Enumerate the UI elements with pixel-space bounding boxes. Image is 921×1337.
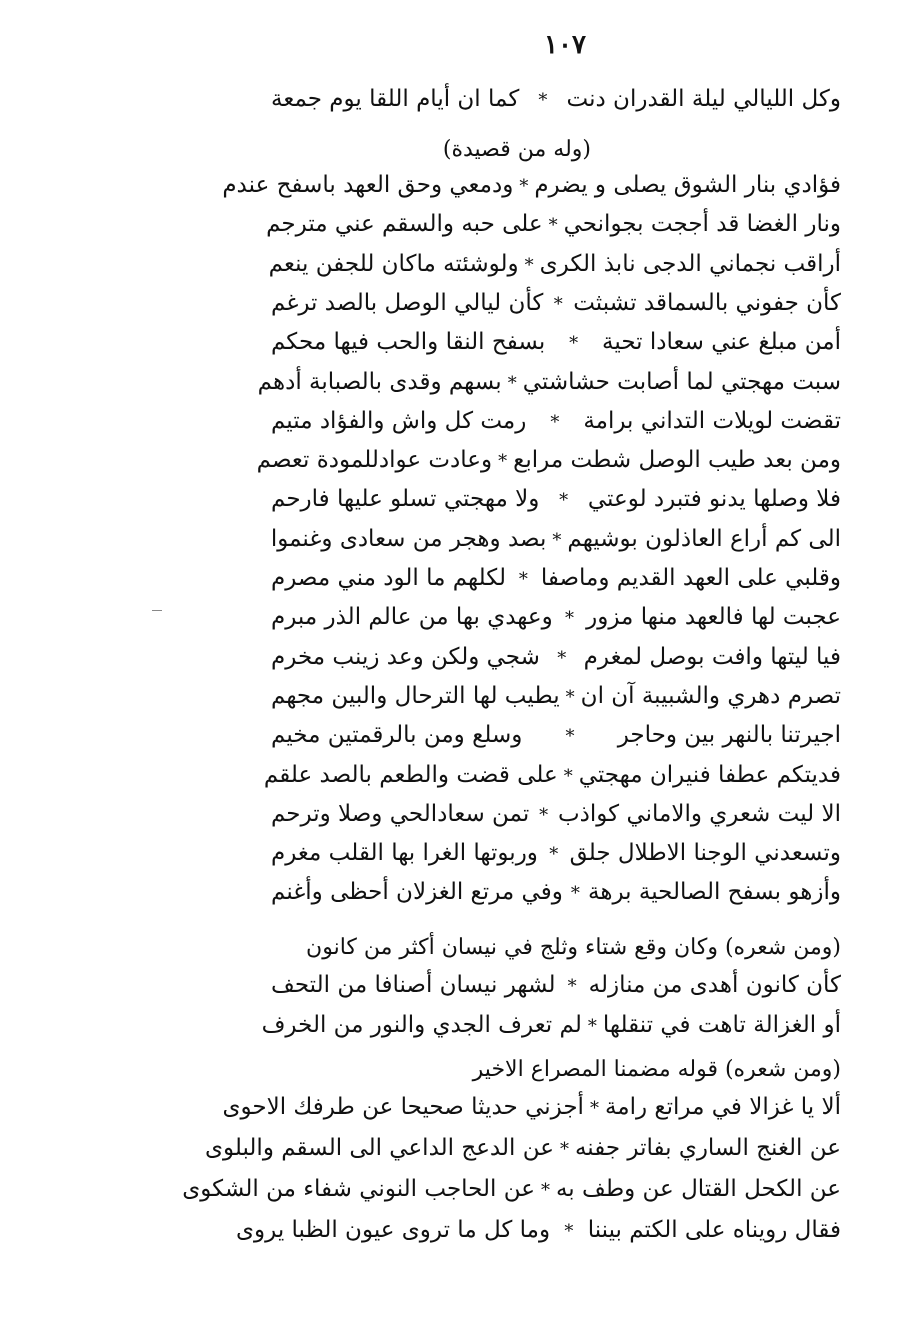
second-hemistich: شجي ولكن وعد زينب مخرم <box>271 643 540 670</box>
verse-line <box>271 482 841 518</box>
verse-separator: * <box>549 844 559 866</box>
first-hemistich: فلا وصلها يدنو فتبرد لوعتي <box>587 486 841 513</box>
first-hemistich: وكل الليالي ليلة القدران دنت <box>566 86 841 112</box>
first-hemistich: كأن جفوني بالسماقد تشبثت <box>573 289 841 316</box>
verse-line <box>268 247 841 283</box>
verse-separator: * <box>559 1139 569 1160</box>
verse-line <box>266 207 841 243</box>
first-hemistich: تقضت لويلات التداني برامة <box>583 407 841 434</box>
verse-line <box>271 522 841 558</box>
second-hemistich: لكلهم ما الود مني مصرم <box>271 565 506 591</box>
second-hemistich: على قضت والطعم بالصد علقم <box>263 761 558 788</box>
verse-separator: * <box>540 1180 550 1201</box>
section-heading: (ومن شعره) قوله مضمنا المصراع الاخير <box>472 1057 841 1082</box>
second-hemistich: أجزني حديثا صحيحا عن طرفك الاحوى <box>222 1094 584 1120</box>
second-hemistich: تمن سعادالحي وصلا وترحم <box>271 800 530 827</box>
verse-line <box>236 1213 841 1249</box>
verse-separator: * <box>498 451 508 473</box>
verse-line <box>271 286 841 322</box>
first-hemistich: تصرم دهري والشبيبة آن ان <box>580 682 841 709</box>
first-hemistich: أراقب نجماني الدجى نابذ الكرى <box>539 250 841 277</box>
first-hemistich: ومن بعد طيب الوصل شطت مرابع <box>513 447 841 474</box>
second-hemistich: ولوشئته ماكان للجفن ينعم <box>268 250 519 277</box>
verse-line <box>271 718 841 754</box>
first-hemistich: الى كم أراع العاذلون بوشيهم <box>567 525 841 552</box>
verse-separator: * <box>548 215 558 237</box>
verse-separator: * <box>524 254 534 276</box>
verse-separator: * <box>567 976 577 997</box>
margin-mark <box>152 610 162 611</box>
first-hemistich: وأزهو بسفح الصالحية برهة <box>588 879 841 906</box>
first-hemistich: سبت مهجتي لما أصابت حشاشتي <box>522 368 841 395</box>
first-hemistich: ونار الغضا قد أججت بجوانحي <box>563 211 841 238</box>
verse-separator: * <box>589 1098 599 1119</box>
first-hemistich: فؤادي بنار الشوق يصلى و يضرم <box>534 172 841 198</box>
verse-line <box>271 561 841 597</box>
first-hemistich: فديتكم عطفا فنيران مهجتي <box>578 761 841 788</box>
page-number: ١٠٧ <box>544 30 586 60</box>
second-hemistich: كما ان أيام اللقا يوم جمعة <box>271 86 520 112</box>
verse-line <box>271 875 841 911</box>
first-hemistich: وقلبي على العهد القديم وماصفا <box>540 565 841 591</box>
first-hemistich: أو الغزالة تاهت في تنقلها <box>602 1012 841 1038</box>
verse-line <box>271 404 841 440</box>
second-hemistich: ولا مهجتي تسلو عليها فارحم <box>271 486 540 513</box>
first-hemistich: عن الغنج الساري بفاتر جفنه <box>574 1135 841 1161</box>
second-hemistich: لم تعرف الجدي والنور من الخرف <box>261 1012 582 1038</box>
second-hemistich: بسفح النقا والحب فيها محكم <box>271 329 546 356</box>
second-hemistich: كأن ليالي الوصل بالصد ترغم <box>271 289 544 316</box>
first-hemistich: كأن كانون أهدى من منازله <box>588 972 841 998</box>
verse-line <box>222 168 841 204</box>
verse-line <box>222 1090 841 1126</box>
verse-separator: * <box>550 411 560 433</box>
section-heading: (ومن شعره) وكان وقع شتاء وثلج في نيسان أكثر من كانون <box>306 935 841 960</box>
second-hemistich: وعادت عوادللمودة تعصم <box>256 447 493 474</box>
verse-separator: * <box>564 608 574 630</box>
second-hemistich: عن الدعج الداعي الى السقم والبلوى <box>204 1135 554 1161</box>
second-hemistich: ودمعي وحق العهد باسفح عندم <box>222 172 514 198</box>
first-hemistich: ألا يا غزالا في مراتع رامة <box>604 1094 841 1120</box>
verse-separator: * <box>564 1221 574 1242</box>
second-hemistich: بسهم وقدى بالصبابة أدهم <box>257 368 502 395</box>
first-hemistich: فقال رويناه على الكتم بيننا <box>587 1217 841 1243</box>
second-hemistich: وما كل ما تروى عيون الظبا يروى <box>236 1217 551 1243</box>
verse-line <box>271 82 841 118</box>
verse-line <box>182 1172 841 1208</box>
verse-separator: * <box>553 293 563 315</box>
verse-separator: * <box>565 726 575 748</box>
verse-separator: * <box>570 883 580 905</box>
second-hemistich: على حبه والسقم عني مترجم <box>266 211 543 238</box>
first-hemistich: وتسعدني الوجنا الاطلال جلق <box>569 840 841 867</box>
verse-separator: * <box>587 1016 597 1037</box>
verse-separator: * <box>539 804 549 826</box>
verse-separator: * <box>507 372 517 394</box>
verse-separator: * <box>538 90 548 111</box>
second-hemistich: وربوتها الغرا بها القلب مغرم <box>271 840 538 867</box>
verse-line <box>271 836 841 872</box>
verse-line <box>263 758 841 794</box>
verse-line <box>271 797 841 833</box>
verse-line <box>204 1131 841 1167</box>
second-hemistich: يطيب لها الترحال والبين مجهم <box>271 682 560 709</box>
verse-separator: * <box>518 569 528 590</box>
first-hemistich: عن الكحل القتال عن وطف به <box>555 1176 841 1202</box>
verse-separator: * <box>569 333 579 355</box>
second-hemistich: عن الحاجب النوني شفاء من الشكوى <box>182 1176 535 1202</box>
verse-line <box>257 365 841 401</box>
verse-separator: * <box>552 529 562 551</box>
first-hemistich: اجيرتنا بالنهر بين وحاجر <box>617 722 841 749</box>
verse-separator: * <box>519 176 529 197</box>
verse-line <box>261 1008 841 1044</box>
second-hemistich: وعهدي بها من عالم الذر مبرم <box>271 604 553 631</box>
verse-separator: * <box>557 647 567 669</box>
first-hemistich: فيا ليتها وافت بوصل لمغرم <box>583 643 841 670</box>
verse-line <box>271 325 841 361</box>
second-hemistich: وفي مرتع الغزلان أحظى وأغنم <box>271 879 563 906</box>
second-hemistich: رمت كل واش والفؤاد متيم <box>271 407 527 434</box>
verse-line <box>271 679 841 715</box>
verse-line <box>256 443 841 479</box>
verse-separator: * <box>565 686 575 708</box>
section-heading: (وله من قصيدة) <box>442 137 591 162</box>
verse-separator: * <box>559 490 569 512</box>
second-hemistich: لشهر نيسان أصنافا من التحف <box>271 972 556 998</box>
second-hemistich: بصد وهجر من سعادى وغنموا <box>270 525 547 552</box>
verse-line <box>271 968 841 1004</box>
verse-line <box>271 640 841 676</box>
first-hemistich: أمن مبلغ عني سعادا تحية <box>602 329 841 356</box>
verse-separator: * <box>563 765 573 787</box>
first-hemistich: الا ليت شعري والاماني كواذب <box>558 800 841 827</box>
second-hemistich: وسلع ومن بالرقمتين مخيم <box>271 722 523 749</box>
first-hemistich: عجبت لها فالعهد منها مزور <box>586 604 841 631</box>
verse-line <box>271 600 841 636</box>
